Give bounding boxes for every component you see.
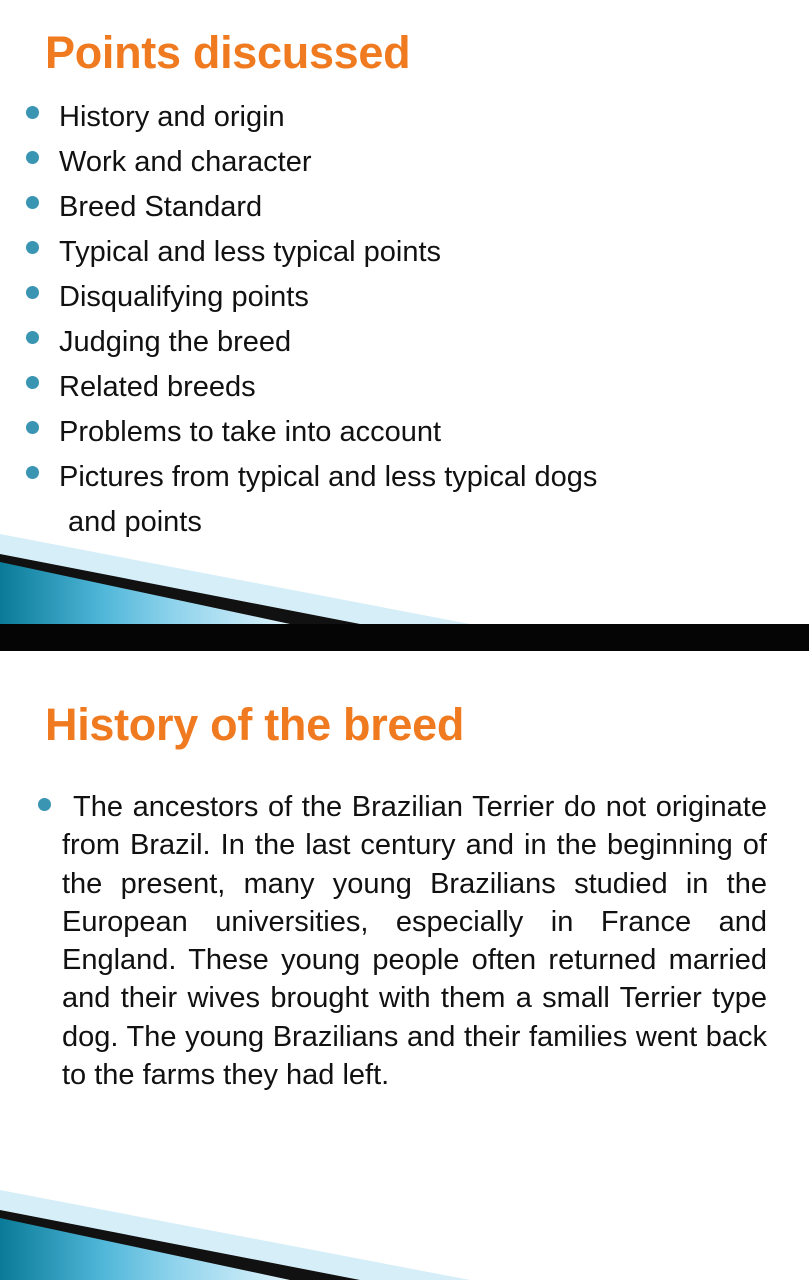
bullet-dot-icon [26, 106, 39, 119]
bullet-text: Judging the breed [59, 326, 292, 358]
bullet-dot-icon [26, 466, 39, 479]
bullet-text: Pictures from typical and less typical dogs [59, 461, 598, 493]
slide-decoration-swoosh [0, 504, 809, 624]
bullet-item [0, 320, 597, 365]
bullet-dot-icon [26, 196, 39, 209]
bullet-dot-icon [26, 286, 39, 299]
slide-title: History of the breed [45, 699, 465, 750]
slide-decoration-swoosh [0, 1160, 809, 1280]
bullet-item [0, 185, 597, 230]
bullet-item [0, 410, 597, 455]
bullet-item [0, 95, 597, 140]
bullet-item [0, 140, 597, 185]
history-paragraph: The ancestors of the Brazilian Terrier do not originate from Brazil. In the last century and in the beginning of the present, many young Brazilians studied in the European universities, especially in France and England. These young people often returned married and their wives brought with them a small Terrier type dog. The young Brazilians and their families went back to the farms they had left. [62, 791, 767, 1092]
bullet-dot-icon [38, 798, 51, 811]
bullet-dot-icon [26, 241, 39, 254]
bullet-item [0, 275, 597, 320]
bullet-text: History and origin [59, 101, 285, 133]
slide-divider [0, 624, 809, 651]
bullet-text: Breed Standard [59, 191, 263, 223]
slide-history-of-the-breed [0, 651, 809, 1280]
bullet-text-continuation: and points [68, 506, 202, 538]
bullet-text: Disqualifying points [59, 281, 309, 313]
bullet-text: Related breeds [59, 371, 256, 403]
slide-title: Points discussed [45, 27, 411, 78]
bullet-dot-icon [26, 151, 39, 164]
bullet-item [0, 365, 597, 410]
bullet-dot-icon [26, 331, 39, 344]
slide-points-discussed [0, 0, 809, 624]
bullet-text: Problems to take into account [59, 416, 442, 448]
bullet-dot-icon [26, 376, 39, 389]
bullet-list [0, 95, 597, 545]
bullet-text: Work and character [59, 146, 312, 178]
bullet-text: Typical and less typical points [59, 236, 442, 268]
bullet-dot-icon [26, 421, 39, 434]
bullet-item [0, 230, 597, 275]
bullet-item [0, 788, 809, 1094]
